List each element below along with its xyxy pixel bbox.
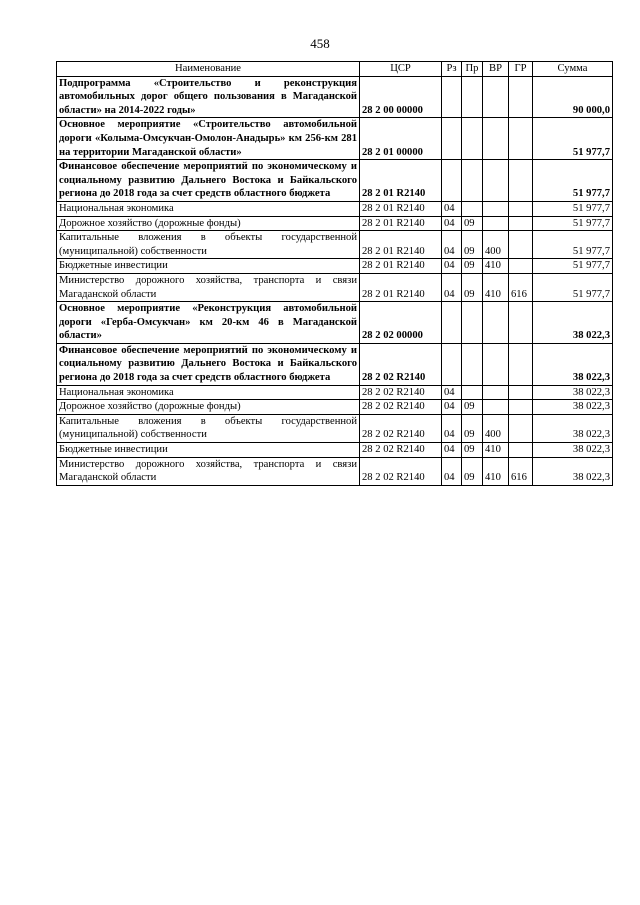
sum-cell: 51 977,7	[533, 118, 613, 160]
pr-cell	[462, 302, 483, 344]
vr-cell: 410	[483, 259, 509, 274]
rz-cell: 04	[442, 273, 462, 301]
name-cell: Основное мероприятие «Строительство автомобильной дороги «Колыма-Омсукчан-Омолон-Анадырь» км 256-км 281 на территории Магаданской области»	[57, 118, 360, 160]
table-row	[57, 443, 613, 458]
gr-cell	[509, 259, 533, 274]
pr-cell: 09	[462, 457, 483, 485]
csr-cell: 28 2 01 R2140	[360, 259, 442, 274]
name-cell: Финансовое обеспечение мероприятий по экономическому и социальному развитию Дальнего Востока и Байкальского региона до 2018 года за счет средств областного бюджета	[57, 343, 360, 385]
name-cell: Национальная экономика	[57, 385, 360, 400]
pr-cell: 09	[462, 443, 483, 458]
gr-cell: 616	[509, 457, 533, 485]
table-row	[57, 76, 613, 118]
table-row	[57, 302, 613, 344]
pr-cell	[462, 160, 483, 202]
sum-cell: 90 000,0	[533, 76, 613, 118]
vr-cell: 400	[483, 231, 509, 259]
pr-cell	[462, 76, 483, 118]
name-cell: Финансовое обеспечение мероприятий по экономическому и социальному развитию Дальнего Востока и Байкальского региона до 2018 года за счет средств областного бюджета	[57, 160, 360, 202]
header-vr: ВР	[483, 62, 509, 77]
vr-cell	[483, 302, 509, 344]
rz-cell: 04	[442, 385, 462, 400]
sum-cell: 51 977,7	[533, 201, 613, 216]
rz-cell	[442, 343, 462, 385]
rz-cell: 04	[442, 201, 462, 216]
vr-cell	[483, 118, 509, 160]
csr-cell: 28 2 02 R2140	[360, 343, 442, 385]
sum-cell: 38 022,3	[533, 400, 613, 415]
table-row	[57, 400, 613, 415]
table-row	[57, 343, 613, 385]
gr-cell	[509, 343, 533, 385]
rz-cell: 04	[442, 443, 462, 458]
csr-cell: 28 2 01 R2140	[360, 231, 442, 259]
csr-cell: 28 2 02 00000	[360, 302, 442, 344]
gr-cell	[509, 118, 533, 160]
name-cell: Министерство дорожного хозяйства, транспорта и связи Магаданской области	[57, 273, 360, 301]
pr-cell: 09	[462, 414, 483, 442]
table-body	[57, 76, 613, 485]
name-cell: Подпрограмма «Строительство и реконструкция автомобильных дорог общего пользования в Магаданской области» на 2014-2022 годы»	[57, 76, 360, 118]
rz-cell	[442, 160, 462, 202]
gr-cell	[509, 414, 533, 442]
gr-cell	[509, 443, 533, 458]
header-gr: ГР	[509, 62, 533, 77]
rz-cell	[442, 118, 462, 160]
vr-cell	[483, 343, 509, 385]
sum-cell: 51 977,7	[533, 216, 613, 231]
pr-cell	[462, 201, 483, 216]
pr-cell: 09	[462, 231, 483, 259]
csr-cell: 28 2 02 R2140	[360, 385, 442, 400]
table-row	[57, 414, 613, 442]
sum-cell: 51 977,7	[533, 231, 613, 259]
csr-cell: 28 2 02 R2140	[360, 414, 442, 442]
csr-cell: 28 2 02 R2140	[360, 400, 442, 415]
rz-cell	[442, 76, 462, 118]
table-row	[57, 231, 613, 259]
vr-cell: 410	[483, 457, 509, 485]
name-cell: Основное мероприятие «Реконструкция автомобильной дороги «Герба-Омсукчан» км 20-км 46 в Магаданской области»	[57, 302, 360, 344]
header-name: Наименование	[57, 62, 360, 77]
gr-cell	[509, 302, 533, 344]
gr-cell	[509, 160, 533, 202]
vr-cell	[483, 160, 509, 202]
vr-cell	[483, 400, 509, 415]
header-sum: Сумма	[533, 62, 613, 77]
table-row	[57, 160, 613, 202]
csr-cell: 28 2 01 R2140	[360, 160, 442, 202]
vr-cell	[483, 76, 509, 118]
vr-cell: 410	[483, 443, 509, 458]
vr-cell	[483, 216, 509, 231]
sum-cell: 51 977,7	[533, 160, 613, 202]
budget-table	[56, 61, 613, 486]
name-cell: Дорожное хозяйство (дорожные фонды)	[57, 400, 360, 415]
csr-cell: 28 2 02 R2140	[360, 443, 442, 458]
sum-cell: 38 022,3	[533, 457, 613, 485]
table-row	[57, 201, 613, 216]
pr-cell: 09	[462, 259, 483, 274]
gr-cell	[509, 76, 533, 118]
sum-cell: 51 977,7	[533, 273, 613, 301]
table-row	[57, 118, 613, 160]
rz-cell: 04	[442, 414, 462, 442]
vr-cell	[483, 201, 509, 216]
name-cell: Бюджетные инвестиции	[57, 259, 360, 274]
table-row	[57, 273, 613, 301]
sum-cell: 38 022,3	[533, 343, 613, 385]
csr-cell: 28 2 01 R2140	[360, 201, 442, 216]
sum-cell: 51 977,7	[533, 259, 613, 274]
sum-cell: 38 022,3	[533, 414, 613, 442]
rz-cell: 04	[442, 216, 462, 231]
table-row	[57, 259, 613, 274]
pr-cell	[462, 118, 483, 160]
gr-cell	[509, 201, 533, 216]
csr-cell: 28 2 01 R2140	[360, 216, 442, 231]
csr-cell: 28 2 02 R2140	[360, 457, 442, 485]
name-cell: Капитальные вложения в объекты государственной (муниципальной) собственности	[57, 414, 360, 442]
pr-cell	[462, 343, 483, 385]
gr-cell: 616	[509, 273, 533, 301]
header-csr: ЦСР	[360, 62, 442, 77]
gr-cell	[509, 216, 533, 231]
sum-cell: 38 022,3	[533, 385, 613, 400]
name-cell: Национальная экономика	[57, 201, 360, 216]
rz-cell: 04	[442, 231, 462, 259]
vr-cell: 410	[483, 273, 509, 301]
csr-cell: 28 2 01 R2140	[360, 273, 442, 301]
header-rz: Рз	[442, 62, 462, 77]
rz-cell: 04	[442, 457, 462, 485]
pr-cell: 09	[462, 400, 483, 415]
pr-cell: 09	[462, 273, 483, 301]
pr-cell	[462, 385, 483, 400]
table-row	[57, 385, 613, 400]
sum-cell: 38 022,3	[533, 443, 613, 458]
header-pr: Пр	[462, 62, 483, 77]
gr-cell	[509, 385, 533, 400]
name-cell: Капитальные вложения в объекты государственной (муниципальной) собственности	[57, 231, 360, 259]
sum-cell: 38 022,3	[533, 302, 613, 344]
csr-cell: 28 2 01 00000	[360, 118, 442, 160]
name-cell: Министерство дорожного хозяйства, транспорта и связи Магаданской области	[57, 457, 360, 485]
gr-cell	[509, 231, 533, 259]
gr-cell	[509, 400, 533, 415]
vr-cell	[483, 385, 509, 400]
rz-cell: 04	[442, 400, 462, 415]
rz-cell	[442, 302, 462, 344]
table-row	[57, 216, 613, 231]
table-row	[57, 457, 613, 485]
rz-cell: 04	[442, 259, 462, 274]
name-cell: Бюджетные инвестиции	[57, 443, 360, 458]
header-row	[57, 62, 613, 77]
csr-cell: 28 2 00 00000	[360, 76, 442, 118]
pr-cell: 09	[462, 216, 483, 231]
page-number: 458	[310, 36, 330, 51]
vr-cell: 400	[483, 414, 509, 442]
name-cell: Дорожное хозяйство (дорожные фонды)	[57, 216, 360, 231]
